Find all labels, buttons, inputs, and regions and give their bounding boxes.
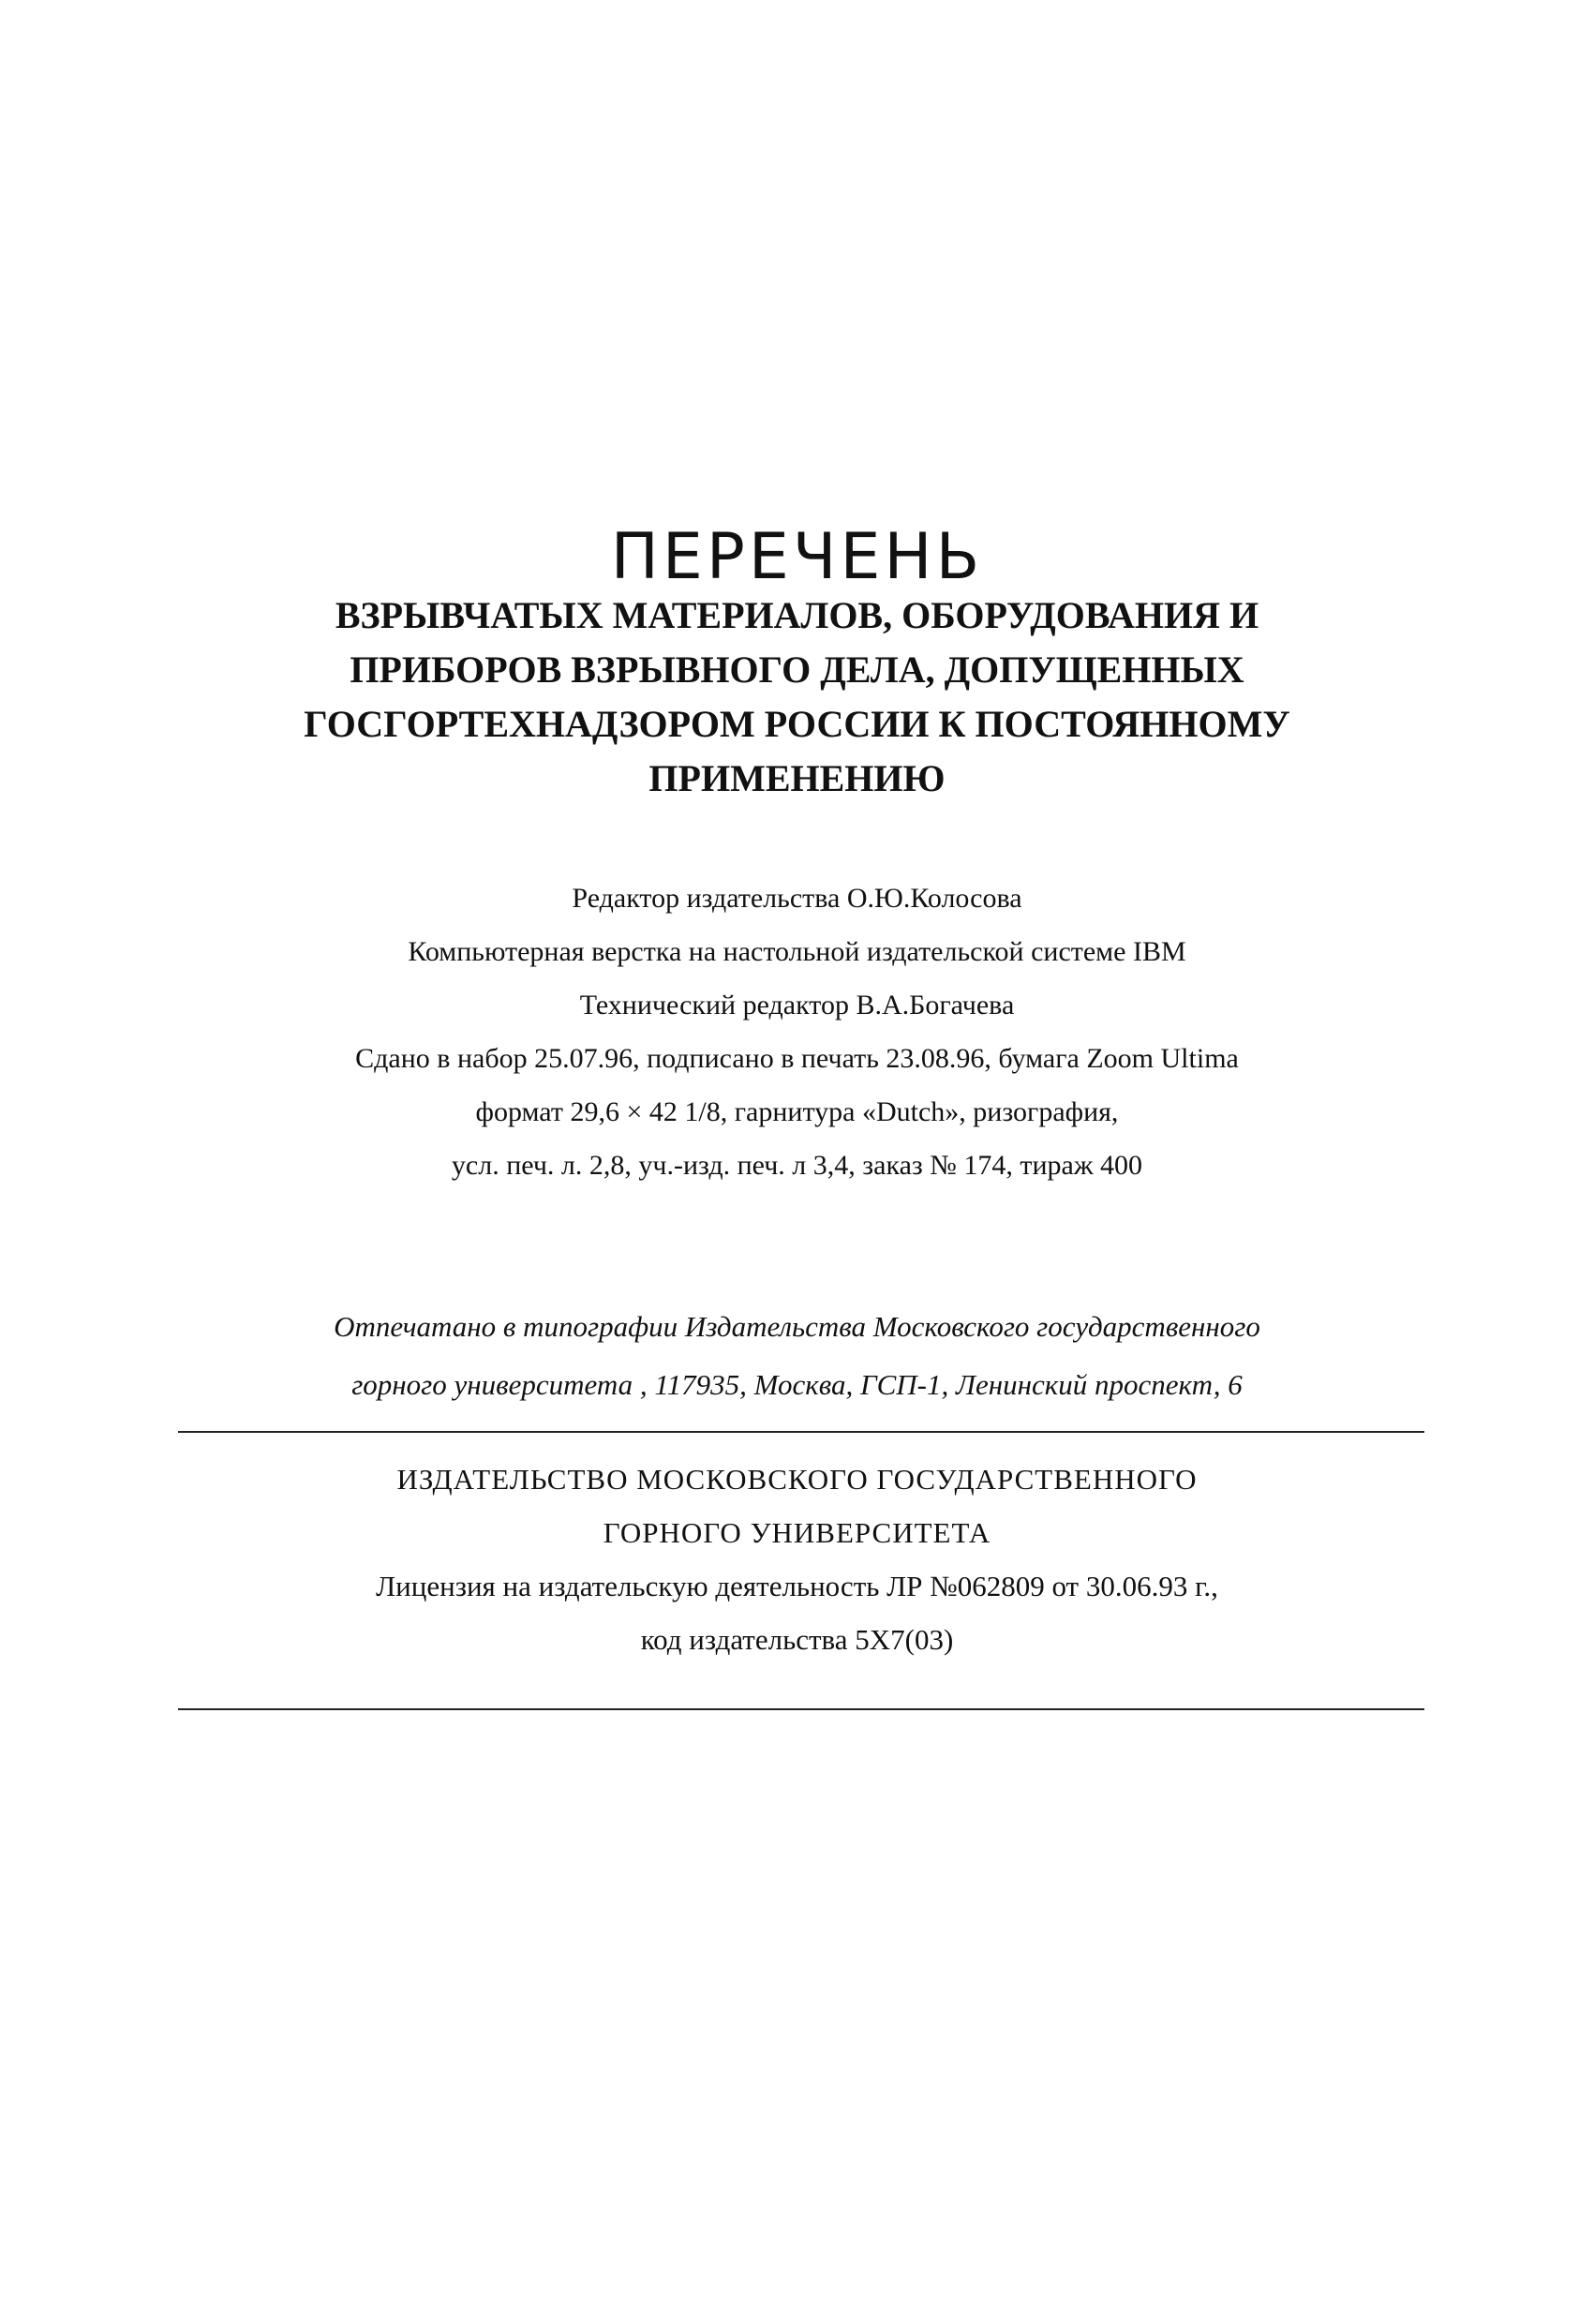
printed-at-line: горного университета , 117935, Москва, ГСП-1, Ленинский проспект, 6 bbox=[351, 1368, 1243, 1401]
divider-top bbox=[178, 1431, 1424, 1433]
publisher-block bbox=[0, 1452, 1594, 1666]
imprint-layout: Компьютерная верстка на настольной издательской системе IBM bbox=[408, 936, 1186, 967]
imprint-tech-editor: Технический редактор В.А.Богачева bbox=[579, 990, 1015, 1020]
publisher-license: Лицензия на издательскую деятельность ЛР №062809 от 30.06.93 г., bbox=[376, 1570, 1218, 1602]
imprint-block bbox=[0, 872, 1594, 1192]
divider-bottom bbox=[178, 1708, 1424, 1710]
publisher-name-line: ИЗДАТЕЛЬСТВО МОСКОВСКОГО ГОСУДАРСТВЕННОГО bbox=[396, 1463, 1198, 1496]
document-title: ПЕРЕЧЕНЬ bbox=[610, 520, 984, 594]
imprint-format: формат 29,6 × 42 1/8, гарнитура «Dutch», ризография, bbox=[475, 1096, 1119, 1127]
publisher-code: код издательства 5Х7(03) bbox=[640, 1623, 954, 1656]
imprint-dates: Сдано в набор 25.07.96, подписано в печать 23.08.96, бумага Zoom Ultima bbox=[355, 1043, 1239, 1074]
subtitle-line: ПРИМЕНЕНИЮ bbox=[648, 757, 946, 799]
subtitle-line: ГОСГОРТЕХНАДЗОРОМ РОССИИ К ПОСТОЯННОМУ bbox=[304, 703, 1290, 745]
imprint-print-run: усл. печ. л. 2,8, уч.-изд. печ. л 3,4, заказ № 174, тираж 400 bbox=[451, 1150, 1143, 1181]
printed-at-line: Отпечатано в типографии Издательства Московского государственного bbox=[334, 1310, 1260, 1343]
subtitle-line: ВЗРЫВЧАТЫХ МАТЕРИАЛОВ, ОБОРУДОВАНИЯ И bbox=[335, 594, 1259, 636]
printed-at-block bbox=[0, 1298, 1594, 1414]
publisher-name-line: ГОРНОГО УНИВЕРСИТЕТА bbox=[603, 1516, 991, 1549]
document-subtitle bbox=[0, 588, 1594, 806]
subtitle-line: ПРИБОРОВ ВЗРЫВНОГО ДЕЛА, ДОПУЩЕННЫХ bbox=[350, 648, 1244, 691]
imprint-editor: Редактор издательства О.Ю.Колосова bbox=[572, 883, 1022, 914]
